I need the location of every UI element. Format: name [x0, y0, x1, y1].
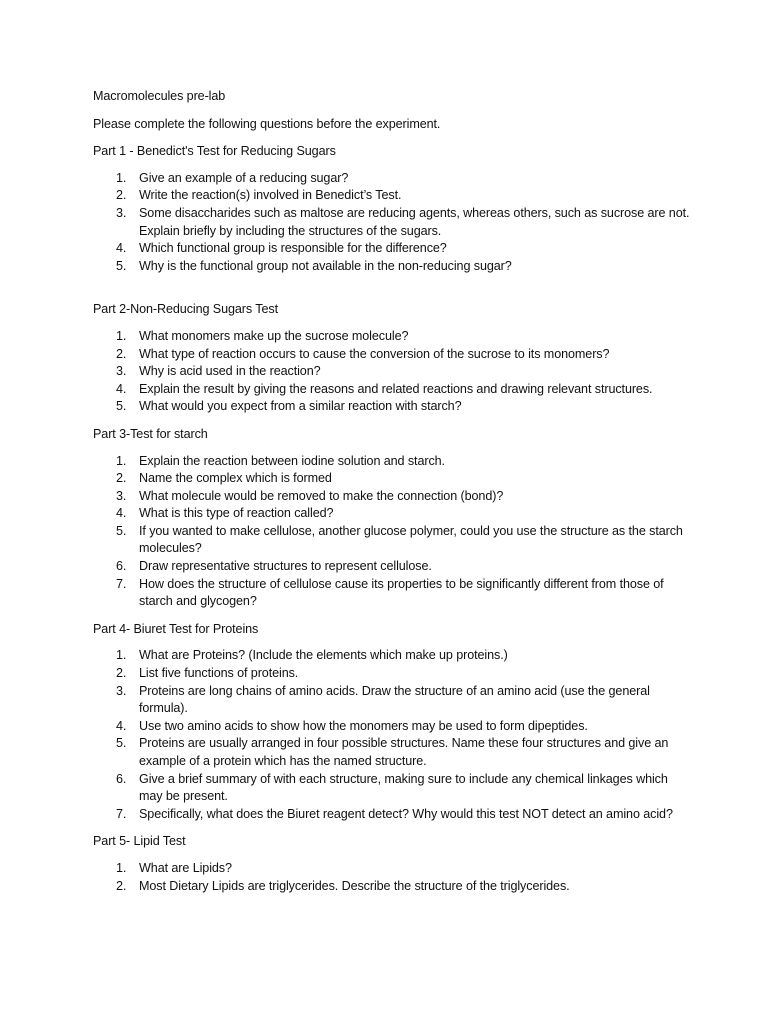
question-number: 4.: [116, 506, 127, 521]
question-text: Give an example of a reducing sugar?: [139, 170, 349, 185]
question-text: Why is the functional group not available in the non-reducing sugar?: [139, 258, 512, 273]
question-item: [93, 363, 693, 381]
question-text: What type of reaction occurs to cause the conversion of the sucrose to its monomers?: [139, 346, 610, 361]
section-part-2: [93, 301, 693, 416]
question-item: [93, 576, 693, 611]
question-number: 1.: [116, 328, 127, 343]
question-text: Why is acid used in the reaction?: [139, 364, 321, 379]
question-item: [93, 470, 693, 488]
question-number: 5.: [116, 258, 127, 273]
section-heading: Part 4- Biuret Test for Proteins: [93, 621, 259, 636]
question-number: 2.: [116, 346, 127, 361]
question-number: 3.: [116, 683, 127, 698]
question-item: [93, 806, 693, 824]
section-heading: Part 5- Lipid Test: [93, 834, 186, 849]
question-item: [93, 170, 693, 188]
question-item: [93, 258, 693, 276]
question-number: 5.: [116, 523, 127, 538]
question-number: 6.: [116, 771, 127, 786]
question-item: [93, 398, 693, 416]
document-intro: Please complete the following questions before the experiment.: [93, 116, 441, 131]
question-item: [93, 381, 693, 399]
question-text: What are Proteins? (Include the elements which make up proteins.): [139, 648, 508, 663]
question-text: What monomers make up the sucrose molecule?: [139, 328, 409, 343]
question-item: [93, 878, 693, 896]
document-title: Macromolecules pre-lab: [93, 89, 226, 103]
section-part-4: [93, 621, 693, 824]
question-text: List five functions of proteins.: [139, 666, 299, 681]
question-text: What would you expect from a similar reaction with starch?: [139, 399, 462, 414]
question-number: 2.: [116, 471, 127, 486]
question-number: 3.: [116, 364, 127, 379]
question-text: Some disaccharides such as maltose are reducing agents, whereas others, such as sucrose are not. Explain briefly by including the structures of the sugars.: [139, 205, 690, 238]
question-item: [93, 860, 693, 878]
question-item: [93, 683, 693, 718]
question-number: 4.: [116, 241, 127, 256]
question-text: Proteins are usually arranged in four possible structures. Name these four structures and give an example of a protein which has the named structure.: [139, 736, 669, 768]
question-item: [93, 735, 693, 770]
question-item: [93, 647, 693, 665]
question-list: [93, 860, 693, 895]
question-number: 1.: [116, 170, 127, 185]
question-text: Give a brief summary of with each structure, making sure to include any chemical linkages which may be present.: [139, 771, 668, 804]
question-number: 2.: [116, 188, 127, 203]
question-number: 1.: [116, 648, 127, 663]
question-list: [93, 647, 693, 823]
question-number: 4.: [116, 718, 127, 733]
question-text: If you wanted to make cellulose, another glucose polymer, could you use the structure as the starch molecules?: [139, 523, 683, 556]
section-heading: Part 2-Non-Reducing Sugars Test: [93, 302, 278, 317]
question-text: How does the structure of cellulose cause its properties to be significantly different from those of starch and glycogen?: [139, 576, 664, 609]
question-text: Explain the reaction between iodine solution and starch.: [139, 453, 445, 468]
question-item: [93, 718, 693, 736]
question-text: Name the complex which is formed: [139, 471, 332, 486]
question-text: What are Lipids?: [139, 860, 232, 875]
question-number: 2.: [116, 666, 127, 681]
question-item: [93, 558, 693, 576]
question-item: [93, 488, 693, 506]
question-text: Use two amino acids to show how the monomers may be used to form dipeptides.: [139, 718, 588, 733]
section-part-3: [93, 426, 693, 611]
question-text: Most Dietary Lipids are triglycerides. Describe the structure of the triglycerides.: [139, 878, 570, 893]
question-text: Draw representative structures to represent cellulose.: [139, 559, 432, 574]
question-list: [93, 170, 693, 276]
question-number: 5.: [116, 399, 127, 414]
question-text: Explain the result by giving the reasons and related reactions and drawing relevant structures.: [139, 381, 653, 396]
section-heading: Part 3-Test for starch: [93, 426, 208, 441]
question-number: 1.: [116, 453, 127, 468]
document-page: [93, 88, 693, 905]
question-item: [93, 187, 693, 205]
question-item: [93, 240, 693, 258]
question-number: 7.: [116, 576, 127, 591]
question-item: [93, 771, 693, 806]
question-number: 3.: [116, 488, 127, 503]
question-number: 6.: [116, 559, 127, 574]
question-list: [93, 328, 693, 416]
section-part-1: [93, 143, 693, 275]
question-number: 7.: [116, 806, 127, 821]
question-item: [93, 453, 693, 471]
question-item: [93, 505, 693, 523]
question-number: 5.: [116, 736, 127, 751]
question-item: [93, 346, 693, 364]
question-number: 4.: [116, 381, 127, 396]
question-text: Specifically, what does the Biuret reagent detect? Why would this test NOT detect an amino acid?: [139, 806, 673, 821]
question-number: 2.: [116, 878, 127, 893]
question-text: Proteins are long chains of amino acids. Draw the structure of an amino acid (use the general formula).: [139, 683, 650, 716]
section-heading: Part 1 - Benedict's Test for Reducing Sugars: [93, 144, 336, 159]
question-text: Write the reaction(s) involved in Benedict’s Test.: [139, 188, 402, 203]
section-part-5: [93, 833, 693, 895]
question-item: [93, 665, 693, 683]
question-text: What is this type of reaction called?: [139, 506, 334, 521]
question-number: 1.: [116, 860, 127, 875]
question-text: Which functional group is responsible for the difference?: [139, 241, 447, 256]
question-text: What molecule would be removed to make the connection (bond)?: [139, 488, 504, 503]
question-item: [93, 523, 693, 558]
question-item: [93, 205, 693, 240]
question-list: [93, 453, 693, 611]
question-number: 3.: [116, 205, 127, 220]
question-item: [93, 328, 693, 346]
